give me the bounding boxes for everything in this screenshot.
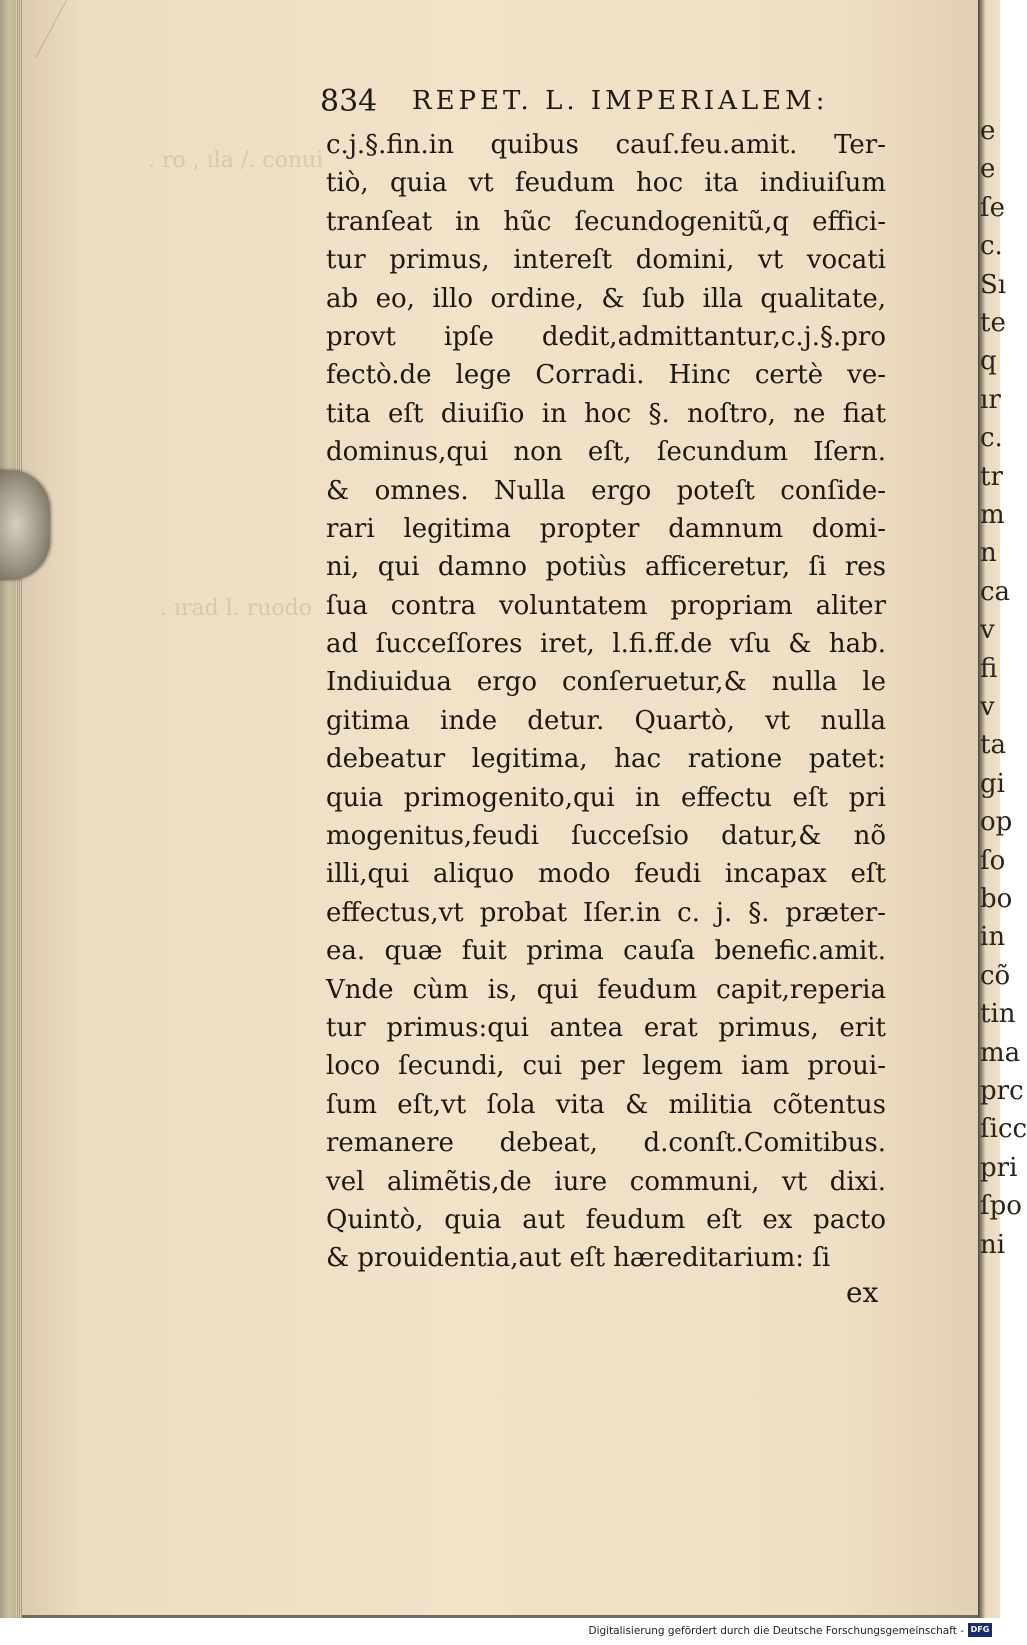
text-line: remanere debeat, d.conſt.Comitibus. bbox=[326, 1128, 886, 1159]
text-line: tita eſt diuiſio in hoc §. noſtro, ne fiat bbox=[326, 398, 886, 429]
facing-page-fragment: ca bbox=[980, 576, 1011, 607]
facing-page-fragment: c. bbox=[980, 231, 1003, 262]
running-title: REPET. L. IMPERIALEM: bbox=[412, 86, 829, 116]
text-line: tur primus, intereſt domini, vt vocati bbox=[326, 245, 886, 276]
text-line: & omnes. Nulla ergo poteſt conſide- bbox=[326, 475, 886, 506]
text-line: Vnde cùm is, qui feudum capit,reperia bbox=[326, 974, 886, 1005]
facing-page-fragment: Sı bbox=[980, 269, 1007, 300]
book-page-edges bbox=[0, 0, 22, 1618]
running-header bbox=[320, 84, 880, 126]
facing-page-fragment: ſicc bbox=[980, 1114, 1027, 1145]
facing-page-fragment: ſpo bbox=[980, 1191, 1022, 1222]
facing-page-fragment: gi bbox=[980, 768, 1005, 799]
text-line: provt ipſe dedit,admittantur,c.j.§.pro bbox=[326, 321, 886, 352]
text-line: tiò, quia vt feudum hoc ita indiuiſum bbox=[326, 168, 886, 199]
text-line: ab eo, illo ordine, & ſub illa qualitate, bbox=[326, 283, 886, 314]
facing-page-fragment: in bbox=[980, 922, 1006, 953]
text-line: ſum eſt,vt ſola vita & militia cõtentus bbox=[326, 1089, 886, 1120]
text-line: Quintò, quia aut feudum eſt ex pacto bbox=[326, 1204, 886, 1235]
facing-page-fragment: v bbox=[980, 615, 995, 646]
dfg-logo: DFG bbox=[968, 1623, 992, 1637]
text-line: tranſeat in hũc ſecundogenitũ,q effici- bbox=[326, 206, 886, 237]
facing-page-fragment: ma bbox=[980, 1037, 1021, 1068]
text-line: illi,qui aliquo modo feudi incapax eſt bbox=[326, 859, 886, 890]
facing-page-fragment: ta bbox=[980, 730, 1006, 761]
text-line: mogenitus,feudi ſucceſsio datur,& nõ bbox=[326, 821, 886, 852]
facing-page-fragment: ni bbox=[980, 1229, 1006, 1260]
facing-page-fragment: pri bbox=[980, 1152, 1018, 1183]
facing-page-fragment: te bbox=[980, 308, 1006, 338]
text-line: & prouidentia,aut eſt hæreditarium: ſi bbox=[326, 1243, 831, 1274]
text-line: debeatur legitima, hac ratione patet: bbox=[326, 744, 886, 775]
text-line: ni, qui damno potiùs afficeretur, ſi res bbox=[326, 552, 886, 583]
text-line: loco ſecundi, cui per legem iam proui- bbox=[326, 1051, 886, 1082]
facing-page-fragment: ſo bbox=[980, 845, 1006, 876]
facing-page-fragment: m bbox=[980, 500, 1005, 530]
facing-page-edge bbox=[978, 0, 1027, 1618]
facing-page-fragment: tin bbox=[980, 999, 1016, 1030]
facing-page-fragment: tr bbox=[980, 461, 1003, 492]
facing-page-fragment: ır bbox=[980, 384, 1001, 415]
facing-page-fragment: n bbox=[980, 538, 997, 569]
text-line: ea. quæ fuit prima cauſa benefic.amit. bbox=[326, 936, 886, 967]
text-line: tur primus:qui antea erat primus, erit bbox=[326, 1012, 886, 1043]
show-through-text: . ro , ıla /. conui bbox=[148, 148, 324, 173]
body-text bbox=[326, 126, 886, 1278]
facing-page-fragment: ſe bbox=[980, 192, 1006, 223]
facing-page-fragment: prc bbox=[980, 1076, 1024, 1106]
text-line: quia primogenito,qui in effectu eſt pri bbox=[326, 782, 886, 813]
text-line: fectò.de lege Corradi. Hinc certè ve- bbox=[326, 360, 886, 391]
facing-page-fragment: op bbox=[980, 807, 1013, 838]
text-line: vel alimẽtis,de iure communi, vt dixi. bbox=[326, 1166, 886, 1197]
catchword: ex bbox=[846, 1276, 879, 1309]
digitization-credit: Digitalisierung gefördert durch die Deutsche Forschungsgemeinschaft - bbox=[588, 1625, 964, 1637]
facing-page-fragment: q bbox=[980, 346, 997, 377]
page-number: 834 bbox=[320, 84, 378, 119]
facing-page-fragment: cõ bbox=[980, 960, 1011, 991]
facing-page-fragment: c. bbox=[980, 423, 1003, 454]
facing-page-fragment: fi bbox=[980, 653, 998, 684]
text-line: rari legitima propter damnum domi- bbox=[326, 513, 886, 544]
facing-page-fragment: v bbox=[980, 692, 995, 722]
facing-page-fragment: e bbox=[980, 116, 996, 146]
text-line: c.j.§.fin.in quibus cauſ.feu.amit. Ter- bbox=[326, 130, 886, 160]
text-line: ad ſucceſſores iret, l.fi.ff.de vſu & hab. bbox=[326, 629, 886, 660]
text-line: dominus,qui non eſt, ſecundum Iſern. bbox=[326, 437, 886, 468]
text-line: effectus,vt probat Iſer.in c. j. §. præter- bbox=[326, 897, 886, 928]
text-line: gitima inde detur. Quartò, vt nulla bbox=[326, 705, 886, 736]
show-through-text: . ırad l. ruodo bbox=[160, 596, 313, 621]
text-line: Indiuidua ergo conſeruetur,& nulla le bbox=[326, 667, 886, 698]
text-line: ſua contra voluntatem propriam aliter bbox=[326, 590, 886, 621]
facing-page-fragment: bo bbox=[980, 884, 1013, 914]
facing-page-fragment: e bbox=[980, 154, 996, 185]
